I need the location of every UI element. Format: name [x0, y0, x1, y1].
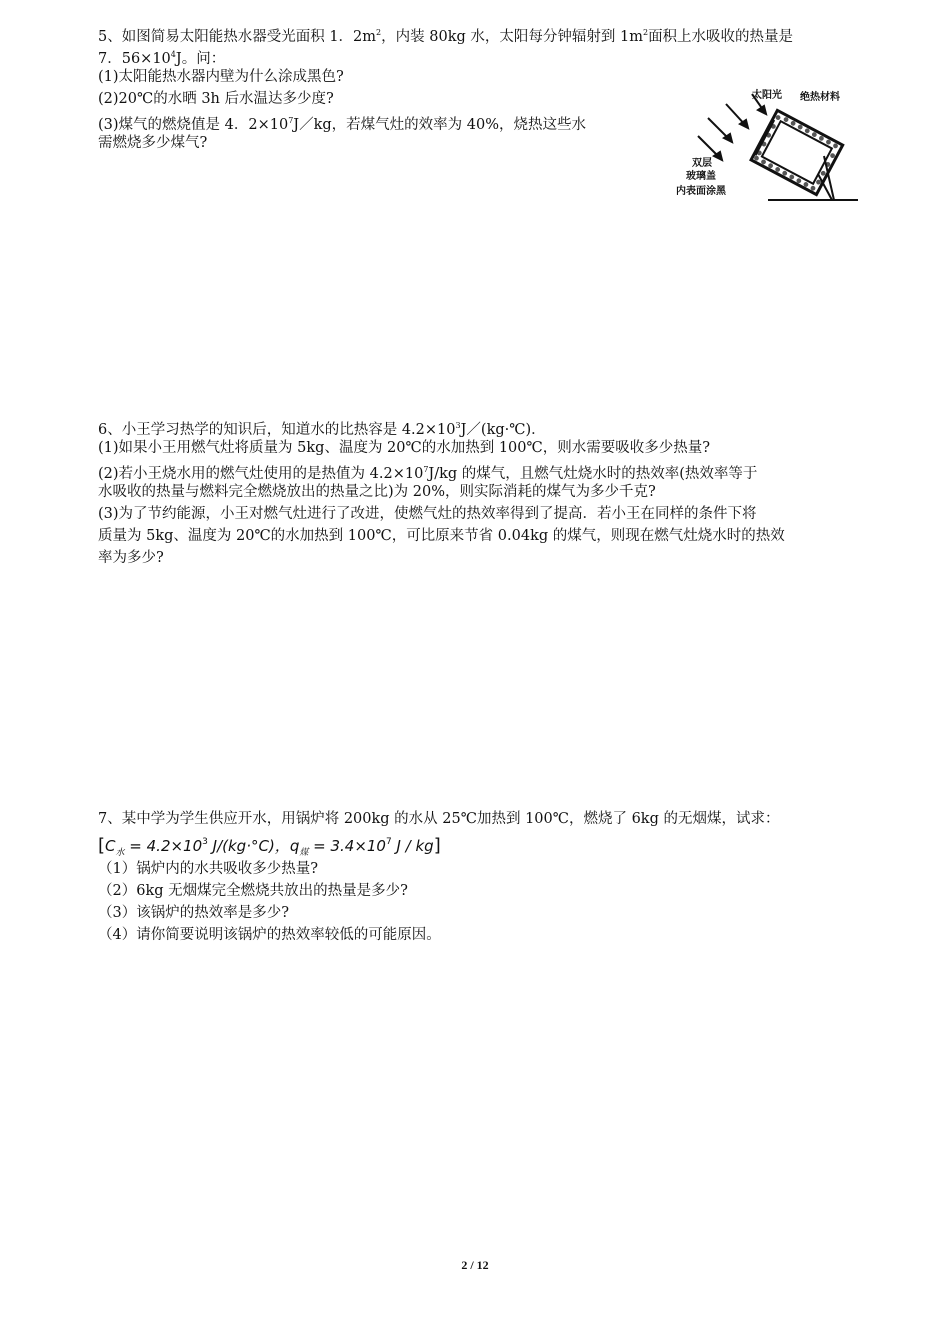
q7-sub2: （2）6kg 无烟煤完全燃烧共放出的热量是多少?: [98, 883, 408, 899]
label-glass-cover: 玻璃盖: [686, 171, 716, 182]
q6-sub3c: 率为多少?: [98, 550, 164, 566]
q6-sub2b: 水吸收的热量与燃料完全燃烧放出的热量之比)为 20%，则实际消耗的煤气为多少千克?: [98, 484, 656, 500]
q7-sub3: （3）该锅炉的热效率是多少?: [98, 905, 289, 921]
q6-sub3a: (3)为了节约能源，小王对燃气灶进行了改进，使燃气灶的热效率得到了提高．若小王在同样的条件下将: [98, 506, 757, 522]
label-sunlight: 太阳光: [752, 90, 782, 101]
label-inner-black: 内表面涂黑: [676, 186, 726, 197]
q6-sub1: (1)如果小王用燃气灶将质量为 5kg、温度为 20℃的水加热到 100℃，则水需要吸收多少热量?: [98, 440, 710, 456]
q6-sub2a: (2)若小王烧水用的燃气灶使用的是热值为 $4.2\times 10^7J/kg$ 的煤气，且燃气灶烧水时的热效率(热效率等于: [98, 465, 758, 482]
q5-line1: 5、如图简易太阳能热水器受光面积 1．$2m^2$，内装 80kg 水，太阳每分钟辐射到 $1m^2$面积上水吸收的热量是: [98, 28, 794, 45]
solar-heater-figure: [668, 84, 864, 204]
q5-sub3: (3)煤气的燃烧值是 4．$2\times 10^7J/kg$，若煤气灶的效率为 40%，烧热这些水: [98, 116, 587, 133]
q5-sub1: (1)太阳能热水器内壁为什么涂成黑色?: [98, 69, 344, 85]
q5-sub2: (2)20℃的水晒 3h 后水温达多少度?: [98, 91, 334, 107]
q7-formula: [$C_水 = 4.2\times 10^3$ J/(kg·°C)，$q_煤 = 3.4\times 10^7$ J / kg]: [98, 835, 441, 858]
q6-line1: 6、小王学习热学的知识后，知道水的比热容是 $4.2\times 10^3J/(kg\cdot℃)$．: [98, 421, 546, 438]
q7-line1: 7、某中学为学生供应开水，用锅炉将 200kg 的水从 25℃加热到 100℃，燃烧了 6kg 的无烟煤，试求：: [98, 811, 780, 827]
q5-line2: 7．$56\times 10^4J$。问：: [98, 50, 226, 67]
q5-sub3-cont: 需燃烧多少煤气?: [98, 135, 208, 151]
q6-sub3b: 质量为 5kg、温度为 20℃的水加热到 100℃，可比原来节省 0.04kg 的煤气，则现在燃气灶烧水时的热效: [98, 528, 785, 544]
label-double-layer: 双层: [692, 158, 712, 169]
q7-sub4: （4）请你简要说明该锅炉的热效率较低的可能原因。: [98, 927, 441, 943]
label-insulation: 绝热材料: [800, 92, 840, 103]
q7-sub1: （1）锅炉内的水共吸收多少热量?: [98, 861, 318, 877]
page-number: 2 / 12: [461, 1258, 489, 1272]
